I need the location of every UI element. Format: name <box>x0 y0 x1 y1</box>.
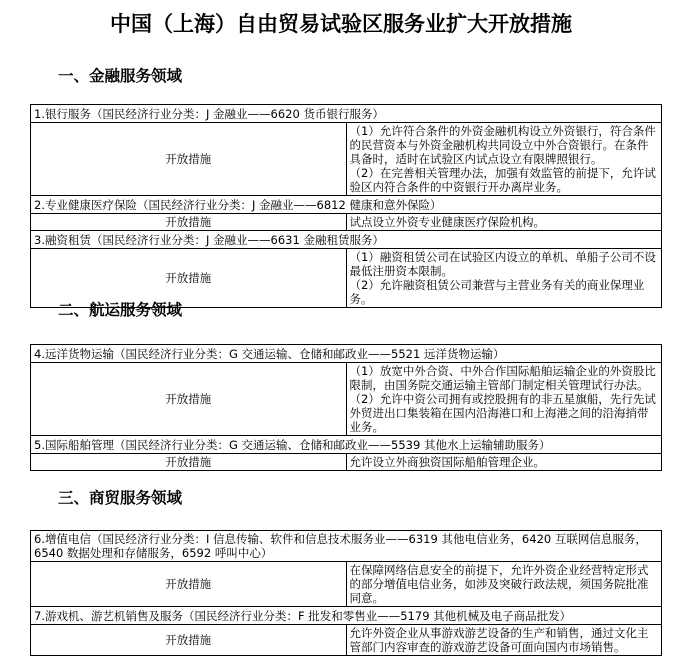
open-measures-label: 开放措施 <box>31 454 347 471</box>
section-heading-finance: 一、金融服务领域 <box>58 67 183 85</box>
table-row <box>31 454 662 471</box>
open-measures-label: 开放措施 <box>31 249 347 308</box>
measure-text: 在保障网络信息安全的前提下，允许外资企业经营特定形式的部分增值电信业务，如涉及突破行政法规，须国务院批准同意。 <box>346 562 662 607</box>
category-game-machines: 7.游戏机、游艺机销售及服务（国民经济行业分类：F 批发和零售业——5179 其他机械及电子商品批发） <box>31 607 662 625</box>
measure-line: （2）在完善相关管理办法，加强有效监管的前提下，允许试验区内符合条件的中资银行开办离岸业务。 <box>349 166 656 194</box>
open-measures-label: 开放措施 <box>31 625 347 656</box>
measure-line: （1）融资租赁公司在试验区内设立的单机、单船子公司不设最低注册资本限制。 <box>349 250 656 278</box>
measure-text <box>346 363 662 436</box>
category-ocean-freight: 4.远洋货物运输（国民经济行业分类：G 交通运输、仓储和邮政业——5521 远洋货物运输） <box>31 345 662 363</box>
category-ship-management: 5.国际船舶管理（国民经济行业分类：G 交通运输、仓储和邮政业——5539 其他水上运输辅助服务） <box>31 436 662 454</box>
measure-text: 试点设立外资专业健康医疗保险机构。 <box>346 214 662 231</box>
open-measures-label: 开放措施 <box>31 562 347 607</box>
category-banking: 1.银行服务（国民经济行业分类：J 金融业——6620 货币银行服务） <box>31 105 662 123</box>
table-row <box>31 123 662 196</box>
measure-text <box>346 249 662 308</box>
commerce-measures-table <box>30 530 662 656</box>
finance-measures-table <box>30 104 662 308</box>
category-value-added-telecom: 6.增值电信（国民经济行业分类：I 信息传输、软件和信息技术服务业——6319 其他电信业务，6420 互联网信息服务，6540 数据处理和存储服务，6592 呼叫中心） <box>31 531 662 562</box>
document-title: 中国（上海）自由贸易试验区服务业扩大开放措施 <box>110 12 572 36</box>
measure-line: （1）放宽中外合资、中外合作国际船舶运输企业的外资股比限制，由国务院交通运输主管部门制定相关管理试行办法。 <box>349 364 656 392</box>
table-row <box>31 231 662 249</box>
table-row <box>31 214 662 231</box>
table-row <box>31 345 662 363</box>
table-row <box>31 436 662 454</box>
table-row <box>31 607 662 625</box>
measure-line: （1）允许符合条件的外资金融机构设立外资银行，符合条件的民营资本与外资金融机构共同设立中外合资银行。在条件具备时，适时在试验区内试点设立有限牌照银行。 <box>349 124 656 166</box>
table-row <box>31 196 662 214</box>
measure-text <box>346 123 662 196</box>
open-measures-label: 开放措施 <box>31 214 347 231</box>
measure-line: （2）允许中资公司拥有或控股拥有的非五星旗船，先行先试外贸进出口集装箱在国内沿海港口和上海港之间的沿海捎带业务。 <box>349 392 656 434</box>
table-row <box>31 363 662 436</box>
section-heading-shipping: 二、航运服务领域 <box>58 301 183 319</box>
category-health-insurance: 2.专业健康医疗保险（国民经济行业分类：J 金融业——6812 健康和意外保险） <box>31 196 662 214</box>
open-measures-label: 开放措施 <box>31 123 347 196</box>
shipping-measures-table <box>30 344 662 471</box>
measure-text: 允许外资企业从事游戏游艺设备的生产和销售，通过文化主管部门内容审查的游戏游艺设备可面向国内市场销售。 <box>346 625 662 656</box>
section-heading-commerce: 三、商贸服务领域 <box>58 489 183 507</box>
table-row <box>31 531 662 562</box>
measure-line: （2）允许融资租赁公司兼营与主营业务有关的商业保理业务。 <box>349 278 645 306</box>
table-row <box>31 249 662 308</box>
open-measures-label: 开放措施 <box>31 363 347 436</box>
table-row <box>31 105 662 123</box>
table-row <box>31 562 662 607</box>
measure-text: 允许设立外商独资国际船舶管理企业。 <box>346 454 662 471</box>
category-financial-leasing: 3.融资租赁（国民经济行业分类：J 金融业——6631 金融租赁服务） <box>31 231 662 249</box>
table-row <box>31 625 662 656</box>
